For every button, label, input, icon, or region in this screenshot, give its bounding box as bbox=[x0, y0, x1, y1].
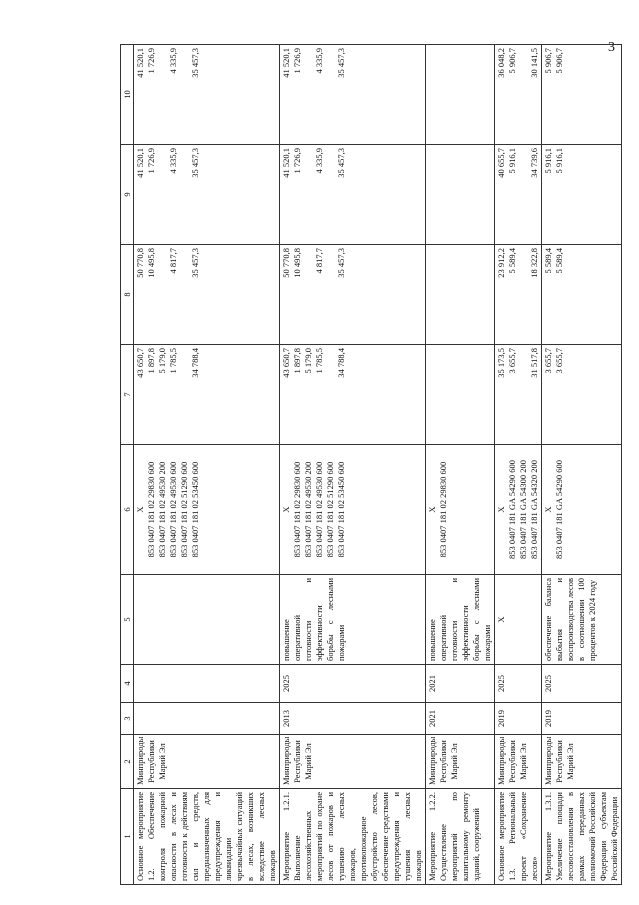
value-col-7-line: 1 897,8 bbox=[146, 348, 156, 374]
value-col-10-line: 4 335,9 bbox=[314, 48, 324, 74]
budget-code bbox=[426, 445, 495, 575]
value-col-9-line bbox=[157, 148, 168, 241]
budget-code-line: 853 0407 181 02 53450 600 bbox=[190, 461, 200, 558]
value-col-10-line: 4 335,9 bbox=[168, 48, 178, 74]
budget-code-line: 853 0407 181 02 49530 600 bbox=[168, 461, 178, 558]
value-col-8-line: 4 817,7 bbox=[314, 248, 324, 274]
value-col-10-line bbox=[179, 48, 190, 141]
value-col-7-line: 3 655,7 bbox=[543, 348, 553, 374]
table-row bbox=[542, 45, 622, 885]
value-col-7-line: 1 785,5 bbox=[314, 348, 324, 374]
value-col-9-line: 5 916,1 bbox=[554, 148, 564, 174]
budget-code-line: 853 0407 181 02 49530 200 bbox=[157, 461, 167, 558]
value-col-10-line: 1 726,9 bbox=[146, 48, 156, 74]
value-col-7-line bbox=[325, 348, 336, 441]
budget-code bbox=[495, 445, 542, 575]
budget-code-line: 853 0407 181 GA 54320 200 bbox=[529, 460, 539, 559]
value-col-8-line: 4 817,7 bbox=[168, 248, 178, 274]
value-col-8-line: 5 589,4 bbox=[507, 248, 517, 274]
expected-result bbox=[134, 575, 280, 665]
budget-code-line: 853 0407 181 02 53450 600 bbox=[336, 461, 346, 558]
value-col-9-line: 41 520,1 bbox=[135, 148, 145, 178]
value-col-7 bbox=[134, 345, 280, 445]
column-number: 7 bbox=[121, 345, 134, 445]
value-col-9 bbox=[280, 145, 426, 245]
value-col-9-line bbox=[303, 148, 314, 241]
value-col-9 bbox=[495, 145, 542, 245]
value-col-8-line: 35 457,3 bbox=[336, 248, 346, 278]
value-col-10-line: 35 457,3 bbox=[336, 48, 346, 78]
value-col-9-line: 1 726,9 bbox=[292, 148, 302, 174]
start-year: 2019 bbox=[495, 703, 542, 735]
value-col-9 bbox=[426, 145, 495, 245]
value-col-7-line: 1 785,5 bbox=[168, 348, 178, 374]
budget-code-line: 853 0407 181 GA 54300 200 bbox=[518, 460, 528, 559]
table-body bbox=[134, 45, 622, 885]
column-number: 2 bbox=[121, 735, 134, 789]
value-col-8-line: 18 322,8 bbox=[529, 248, 539, 278]
column-number: 5 bbox=[121, 575, 134, 665]
value-col-8-line: 5 589,4 bbox=[543, 248, 553, 274]
value-col-10-line: 5 906,7 bbox=[543, 48, 553, 74]
value-col-10-line: 35 457,3 bbox=[190, 48, 200, 78]
column-number: 4 bbox=[121, 665, 134, 703]
value-col-7-line: 34 788,4 bbox=[336, 348, 346, 378]
value-col-7-line: 3 655,7 bbox=[507, 348, 517, 374]
value-col-10-line bbox=[518, 48, 529, 141]
start-year: 2021 bbox=[426, 703, 495, 735]
value-col-8-line bbox=[303, 248, 314, 341]
budget-code-line: X bbox=[135, 506, 145, 513]
expected-result: повышение оперативной готовности и эффективности борьбы с лесными пожарами bbox=[280, 575, 426, 665]
value-col-8-line bbox=[325, 248, 336, 341]
column-number: 8 bbox=[121, 245, 134, 345]
value-col-10-line: 36 048,2 bbox=[496, 48, 506, 78]
value-col-10 bbox=[495, 45, 542, 145]
value-col-10 bbox=[134, 45, 280, 145]
rotated-table-container bbox=[120, 45, 630, 885]
value-col-7-line bbox=[518, 348, 529, 441]
budget-code-line: 853 0407 181 02 51290 600 bbox=[179, 461, 189, 558]
column-number: 6 bbox=[121, 445, 134, 575]
value-col-10-line bbox=[157, 48, 168, 141]
value-col-9-line: 1 726,9 bbox=[146, 148, 156, 174]
value-col-7-line: 5 179,0 bbox=[157, 348, 167, 374]
executor: Минприроды Республики Марий Эл bbox=[495, 735, 542, 789]
value-col-7 bbox=[495, 345, 542, 445]
end-year: 2025 bbox=[495, 665, 542, 703]
value-col-10 bbox=[542, 45, 622, 145]
value-col-8-line: 50 770,8 bbox=[135, 248, 145, 278]
value-col-7-line bbox=[179, 348, 190, 441]
executor: Минприроды Республики Марий Эл bbox=[134, 735, 280, 789]
end-year bbox=[134, 665, 280, 703]
value-col-9-line: 5 916,1 bbox=[507, 148, 517, 174]
value-col-9-line: 34 739,6 bbox=[529, 148, 539, 178]
value-col-7-line: 5 179,0 bbox=[303, 348, 313, 374]
value-col-7 bbox=[542, 345, 622, 445]
end-year: 2025 bbox=[542, 665, 622, 703]
table-row bbox=[426, 45, 495, 885]
activity-name: Мероприятие 1.2.2. Осуществление мероприятий по капитальному ремонту зданий, сооружений bbox=[426, 789, 495, 885]
value-col-10-line bbox=[303, 48, 314, 141]
value-col-8-line: 35 457,3 bbox=[190, 248, 200, 278]
activity-name: Мероприятие 1.2.1. Выполнение лесохозяйственных мероприятий по охране лесов от пожаров и тушению лесных пожаров, противопожарное обустройство лесов, обеспечение средствами предупреждения и тушения лесных пожаров bbox=[280, 789, 426, 885]
table-row bbox=[134, 45, 280, 885]
budget-code-line: 853 0407 181 02 29830 600 bbox=[438, 461, 448, 558]
value-col-9 bbox=[542, 145, 622, 245]
budget-code-line: X bbox=[496, 506, 506, 513]
value-col-8-line: 10 495,8 bbox=[146, 248, 156, 278]
value-col-7-line: 35 173,5 bbox=[496, 348, 506, 378]
activity-name: Мероприятие 1.3.1. Увеличение площади лесовосстановления в рамках переданных полномочий Российской Федерации субъектам Российской Федерации bbox=[542, 789, 622, 885]
budget-code bbox=[280, 445, 426, 575]
column-number: 9 bbox=[121, 145, 134, 245]
value-col-7 bbox=[426, 345, 495, 445]
value-col-7-line: 34 788,4 bbox=[190, 348, 200, 378]
value-col-8 bbox=[134, 245, 280, 345]
value-col-7-line: 43 650,7 bbox=[135, 348, 145, 378]
budget-code-line: 853 0407 181 02 51290 600 bbox=[325, 461, 335, 558]
column-number-row bbox=[121, 45, 134, 885]
value-col-7-line: 31 517,8 bbox=[529, 348, 539, 378]
expected-result: повышение оперативной готовности и эффективности борьбы с лесными пожарами bbox=[426, 575, 495, 665]
value-col-9-line: 41 520,1 bbox=[281, 148, 291, 178]
value-col-10-line: 5 906,7 bbox=[554, 48, 564, 74]
value-col-10 bbox=[280, 45, 426, 145]
value-col-9-line: 40 655,7 bbox=[496, 148, 506, 178]
start-year bbox=[134, 703, 280, 735]
value-col-10 bbox=[426, 45, 495, 145]
executor: Минприроды Республики Марий Эл bbox=[280, 735, 426, 789]
value-col-9-line bbox=[325, 148, 336, 241]
executor: Минприроды Республики Марий Эл bbox=[542, 735, 622, 789]
value-col-8-line bbox=[518, 248, 529, 341]
value-col-9-line: 35 457,3 bbox=[336, 148, 346, 178]
start-year: 2019 bbox=[542, 703, 622, 735]
value-col-8-line: 10 495,8 bbox=[292, 248, 302, 278]
value-col-10-line: 41 520,1 bbox=[135, 48, 145, 78]
start-year: 2013 bbox=[280, 703, 426, 735]
budget-code-line: 853 0407 181 02 29830 600 bbox=[292, 461, 302, 558]
expected-result: X bbox=[495, 575, 542, 665]
budget-code-line: X bbox=[543, 506, 553, 513]
budget-code-line: 853 0407 181 GA 54290 600 bbox=[507, 460, 517, 559]
budget-code-line: 853 0407 181 02 49530 600 bbox=[314, 461, 324, 558]
value-col-7-line: 1 897,8 bbox=[292, 348, 302, 374]
program-table bbox=[120, 44, 622, 885]
page-number: 3 bbox=[608, 40, 615, 55]
value-col-9-line: 4 335,9 bbox=[314, 148, 324, 174]
budget-code bbox=[542, 445, 622, 575]
budget-code-line: 853 0407 181 02 29830 600 bbox=[146, 461, 156, 558]
budget-code-line: X bbox=[281, 506, 291, 513]
value-col-10-line: 1 726,9 bbox=[292, 48, 302, 74]
budget-code-line: 853 0407 181 02 49530 200 bbox=[303, 461, 313, 558]
value-col-8 bbox=[495, 245, 542, 345]
table-row bbox=[495, 45, 542, 885]
value-col-8-line bbox=[157, 248, 168, 341]
executor: Минприроды Республики Марий Эл bbox=[426, 735, 495, 789]
table-row bbox=[280, 45, 426, 885]
value-col-8-line: 23 912,2 bbox=[496, 248, 506, 278]
value-col-10-line: 5 906,7 bbox=[507, 48, 517, 74]
budget-code-line: X bbox=[427, 506, 437, 513]
value-col-8-line: 5 589,4 bbox=[554, 248, 564, 274]
value-col-9-line bbox=[179, 148, 190, 241]
value-col-10-line: 41 520,1 bbox=[281, 48, 291, 78]
value-col-10-line: 30 141,5 bbox=[529, 48, 539, 78]
value-col-7-line: 3 655,7 bbox=[554, 348, 564, 374]
value-col-9-line: 35 457,3 bbox=[190, 148, 200, 178]
column-number: 10 bbox=[121, 45, 134, 145]
budget-code-line: 853 0407 181 GA 54290 600 bbox=[554, 460, 564, 559]
value-col-8-line: 50 770,8 bbox=[281, 248, 291, 278]
activity-name: Основное мероприятие 1.3. Региональный проект «Сохранение лесов» bbox=[495, 789, 542, 885]
budget-code bbox=[134, 445, 280, 575]
value-col-8 bbox=[280, 245, 426, 345]
end-year: 2021 bbox=[426, 665, 495, 703]
value-col-9-line: 4 335,9 bbox=[168, 148, 178, 174]
value-col-8 bbox=[542, 245, 622, 345]
value-col-8-line bbox=[179, 248, 190, 341]
value-col-7 bbox=[280, 345, 426, 445]
value-col-7-line: 43 650,7 bbox=[281, 348, 291, 378]
value-col-9 bbox=[134, 145, 280, 245]
column-number: 1 bbox=[121, 789, 134, 885]
expected-result: обеспечение баланса выбытия и воспроизводства лесов в соотношении 100 процентов к 2024 году bbox=[542, 575, 622, 665]
activity-name: Основное мероприятие 1.2. Обеспечение контроля пожарной опасности в лесах и готовности к действиям сил и средств, предназначенных для предупреждения и ликвидации чрезвычайных ситуаций в лесах, возникших вследствие лесных пожаров bbox=[134, 789, 280, 885]
value-col-8 bbox=[426, 245, 495, 345]
end-year: 2025 bbox=[280, 665, 426, 703]
value-col-9-line bbox=[518, 148, 529, 241]
value-col-10-line bbox=[325, 48, 336, 141]
column-number: 3 bbox=[121, 703, 134, 735]
value-col-9-line: 5 916,1 bbox=[543, 148, 553, 174]
